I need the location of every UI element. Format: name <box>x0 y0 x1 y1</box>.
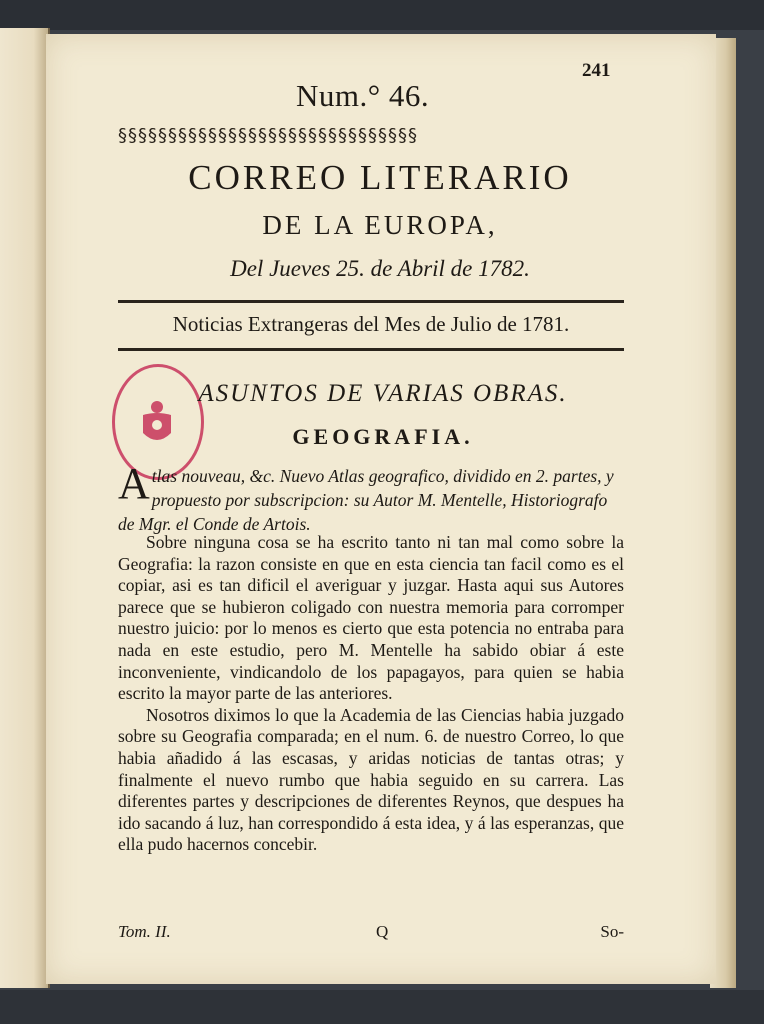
date-line: Del Jueves 25. de Abril de 1782. <box>230 256 530 281</box>
paragraph: Nosotros diximos lo que la Academia de las Ciencias habia juzgado sobre su Geografia comparada; en el num. 6. de nuestro Correo, lo que habia añadido á las escasas, y aridas noticias de tantas otras; y finalmente el nuevo rumbo que habia seguido en su carrera. Las diferentes partes y descripciones de diferentes Reynos, que despues ha ido sacando á luz, han correspondido á esta idea, y á las esperanzas, que ella pudo hacernos concebir. <box>118 704 624 855</box>
page-number: 241 <box>582 60 611 81</box>
masthead-title: CORREO LITERARIO <box>188 158 572 197</box>
ornament-border: §§§§§§§§§§§§§§§§§§§§§§§§§§§§§§ <box>118 126 418 146</box>
document-page <box>46 34 716 984</box>
entry-text: tlas nouveau, &c. Nuevo Atlas geografico, dividido en 2. partes, y propuesto por subscripcion: su Autor M. Mentelle, Historiografo de Mgr. el Conde de Artois. <box>118 466 614 534</box>
divider-rule <box>118 300 624 303</box>
paragraph: Sobre ninguna cosa se ha escrito tanto ni tan mal como sobre la Geografia: la razon consiste en que en esta ciencia tan facil como es el copiar, asi es tan dificil el averiguar y juzgar. Hasta aqui sus Autores parece que se hubieron coligado con nuestra memoria para corromper nuestro juicio: por lo menos es cierto que esta potencia no entraba para nada en este estudio, pero M. Mentelle ha sabido obiar á este inconveniente, vindicandolo de los papagayos, para quien se habia escrito la mayor parte de las anteriores. <box>118 532 624 704</box>
divider-rule <box>118 348 624 351</box>
scan-background-top <box>0 0 764 30</box>
issue-number: Num.° 46. <box>296 78 430 113</box>
footer-volume: Tom. II. <box>118 922 171 941</box>
section-title: ASUNTOS DE VARIAS OBRAS. <box>198 380 568 407</box>
subsection-title: GEOGRAFIA. <box>292 424 474 449</box>
footer-signature: Q <box>376 922 389 941</box>
left-page-edge <box>0 28 50 988</box>
entry-heading <box>118 459 624 536</box>
drop-cap: A <box>118 459 150 508</box>
scan-background-bottom <box>0 990 764 1024</box>
news-header: Noticias Extrangeras del Mes de Julio de 1781. <box>172 312 570 336</box>
body-text <box>118 532 624 856</box>
footer-catchword: So- <box>600 922 624 941</box>
masthead-subtitle: DE LA EUROPA, <box>262 210 498 240</box>
